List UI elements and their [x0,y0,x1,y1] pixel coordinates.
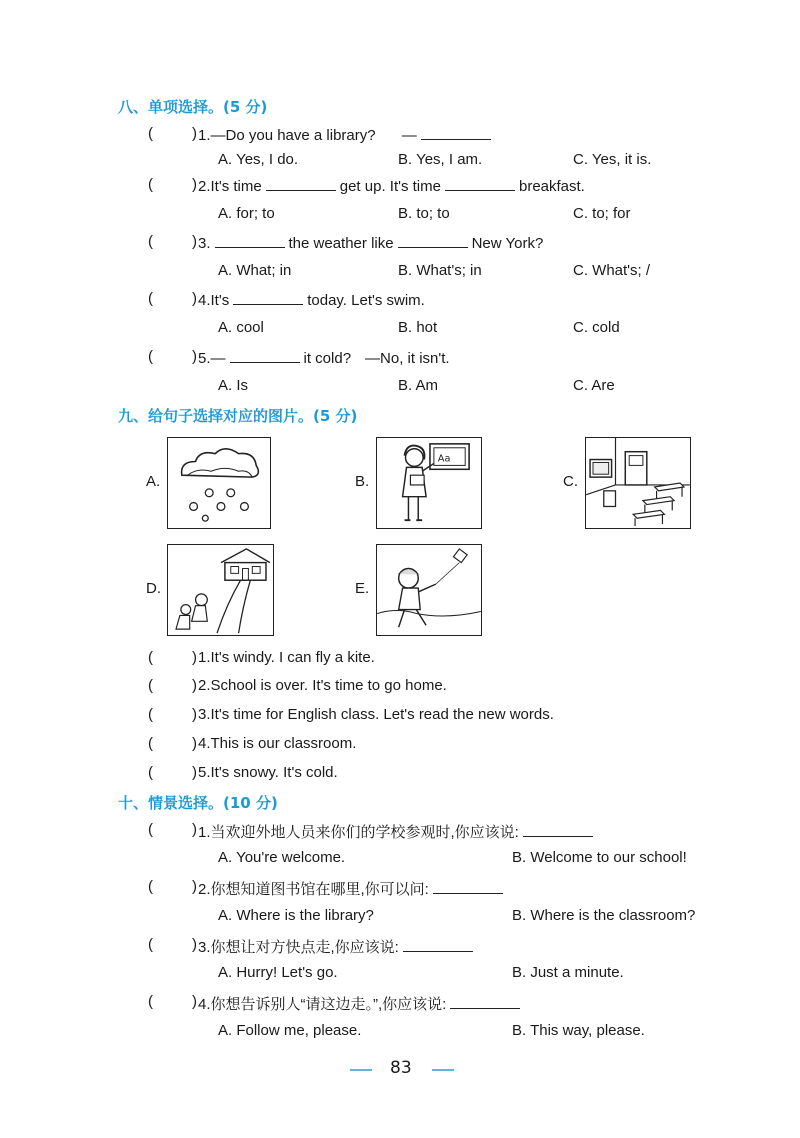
answer-paren-left: ( [148,936,153,953]
option-b: B. Welcome to our school! [512,849,687,866]
question-stem: the weather like [288,235,394,252]
sentence-text: This is our classroom. [210,735,357,752]
answer-blank[interactable] [215,233,285,248]
option-a: A. Where is the library? [218,907,374,924]
answer-paren-right: ) [192,233,197,250]
answer-paren-left: ( [148,176,153,193]
question-10-1 [198,821,597,842]
answer-blank[interactable] [450,994,520,1009]
option-a: A. What; in [218,262,292,279]
answer-blank[interactable] [403,937,473,952]
classroom-icon [586,438,690,528]
question-stem: — [210,350,226,367]
answer-paren-left: ( [148,878,153,895]
classroom-picture [585,437,691,529]
picture-label-b: B. [355,473,370,490]
question-stem: It's time [210,178,262,195]
question-number: 1. [198,649,211,666]
question-number: 4. [198,996,211,1013]
question-stem: today. Let's swim. [307,292,425,309]
answer-paren-left: ( [148,649,153,666]
question-number: 3. [198,706,211,723]
option-a: A. cool [218,319,264,336]
question-8-5 [198,348,450,367]
option-c: C. cold [573,319,620,336]
option-a: A. You're welcome. [218,849,346,866]
question-number: 2. [198,677,211,694]
question-number: 2. [198,178,211,195]
picture-label-e: E. [355,580,370,597]
question-stem: breakfast. [518,178,585,195]
question-10-2 [198,878,507,899]
section-8-title: 八、单项选择。(5 分) [118,98,268,116]
question-stem: it cold? [303,350,352,367]
option-c: C. What's; / [573,262,651,279]
answer-paren-right: ) [192,936,197,953]
sentence-text: It's snowy. It's cold. [210,764,338,781]
answer-paren-right: ) [192,290,197,307]
question-stem: 你想知道图书馆在哪里,你可以问: [210,881,429,898]
svg-text:Aa: Aa [437,453,451,465]
sentence-9-4 [198,735,356,752]
question-10-3 [198,936,477,957]
option-b: B. What's; in [398,262,482,279]
question-number: 1. [198,824,211,841]
answer-blank[interactable] [445,176,515,191]
page-number-dash-right [432,1069,454,1071]
section-10-title: 十、情景选择。(10 分) [118,794,278,812]
question-stem: 你想告诉别人“请这边走。”,你应该说: [210,996,447,1013]
answer-paren-left: ( [148,764,153,781]
answer-paren-right: ) [192,125,197,142]
answer-paren-right: ) [192,878,197,895]
snowy-cloud-picture [167,437,271,529]
option-a: A. Hurry! Let's go. [218,964,338,981]
option-b: B. to; to [398,205,450,222]
question-stem: 你想让对方快点走,你应该说: [210,939,399,956]
picture-label-d: D. [146,580,161,597]
answer-paren-left: ( [148,735,153,752]
question-number: 5. [198,350,211,367]
answer-paren-left: ( [148,125,153,142]
question-number: 3. [198,939,211,956]
answer-paren-left: ( [148,993,153,1010]
answer-paren-left: ( [148,677,153,694]
picture-label-c: C. [563,473,578,490]
answer-blank[interactable] [421,125,491,140]
answer-paren-left: ( [148,290,153,307]
question-8-4 [198,290,425,309]
children-walking-home-picture [167,544,274,636]
sentence-9-5 [198,764,338,781]
boy-flying-kite-picture [376,544,482,636]
question-number: 1. [198,127,211,144]
answer-paren-right: ) [192,821,197,838]
answer-blank[interactable] [230,348,300,363]
question-stem: —No, it isn't. [365,350,450,367]
option-a: A. for; to [218,205,275,222]
option-a: A. Is [218,377,249,394]
option-c: C. Are [573,377,615,394]
option-b: B. Am [398,377,439,394]
answer-paren-right: ) [192,735,197,752]
answer-paren-right: ) [192,706,197,723]
section-9-title: 九、给句子选择对应的图片。(5 分) [118,407,358,425]
answer-paren-right: ) [192,176,197,193]
question-stem: 当欢迎外地人员来你们的学校参观时,你应该说: [210,824,519,841]
question-stem: — [401,127,417,144]
kite-icon [377,545,481,635]
question-number: 4. [198,292,211,309]
answer-blank[interactable] [398,233,468,248]
question-stem: get up. It's time [339,178,441,195]
page-number-dash-left [350,1069,372,1071]
answer-paren-left: ( [148,348,153,365]
sentence-text: It's time for English class. Let's read the new words. [210,706,554,723]
question-number: 2. [198,881,211,898]
sentence-text: School is over. It's time to go home. [210,677,447,694]
question-stem: —Do you have a library? [210,127,376,144]
answer-paren-right: ) [192,348,197,365]
question-number: 3. [198,235,211,252]
option-c: C. to; for [573,205,631,222]
question-number: 4. [198,735,211,752]
question-8-2 [198,176,585,195]
question-8-3 [198,233,543,252]
answer-blank[interactable] [266,176,336,191]
house-path-icon [168,545,273,635]
question-stem: It's [210,292,230,309]
snow-cloud-icon [168,438,270,528]
page-number: 83 [390,1058,412,1078]
option-a: A. Yes, I do. [218,151,299,168]
answer-blank[interactable] [233,290,303,305]
answer-paren-left: ( [148,821,153,838]
option-c: C. Yes, it is. [573,151,652,168]
sentence-9-2 [198,677,447,694]
sentence-text: It's windy. I can fly a kite. [210,649,375,666]
teacher-icon [377,438,481,528]
answer-paren-right: ) [192,649,197,666]
sentence-9-3 [198,706,554,723]
answer-paren-left: ( [148,233,153,250]
option-a: A. Follow me, please. [218,1022,362,1039]
option-b: B. This way, please. [512,1022,645,1039]
option-b: B. Where is the classroom? [512,907,696,924]
answer-paren-right: ) [192,764,197,781]
teacher-at-board-picture [376,437,482,529]
answer-paren-left: ( [148,706,153,723]
picture-label-a: A. [146,473,161,490]
question-number: 5. [198,764,211,781]
question-8-1 [198,125,495,144]
option-b: B. Yes, I am. [398,151,483,168]
option-b: B. hot [398,319,438,336]
question-stem: New York? [471,235,544,252]
sentence-9-1 [198,649,375,666]
answer-paren-right: ) [192,993,197,1010]
answer-blank[interactable] [433,879,503,894]
option-b: B. Just a minute. [512,964,624,981]
answer-blank[interactable] [523,822,593,837]
answer-paren-right: ) [192,677,197,694]
question-10-4 [198,993,524,1014]
